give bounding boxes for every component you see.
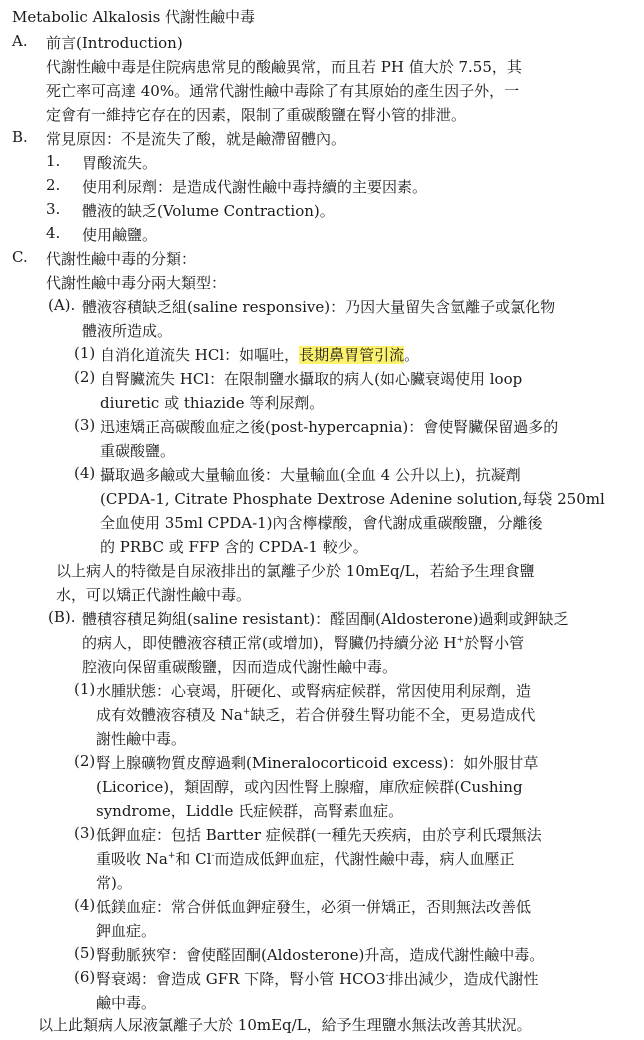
list-item-continuation: syndrome，Liddle 氏症候群，高腎素血症。 (96, 802, 404, 820)
list-item-number: (2) (74, 752, 96, 770)
list-item-number: (3) (74, 416, 96, 434)
text-span: 缺乏，若合併發生腎功能不全，更易造成代 (250, 706, 536, 724)
text-span: 重吸收 Na (96, 850, 168, 868)
highlighted-text: 長期鼻胃管引流 (299, 346, 405, 364)
list-item: 體液的缺乏(Volume Contraction)。 (82, 202, 335, 220)
list-item-continuation: 重碳酸鹽。 (100, 442, 176, 460)
list-item-continuation: diuretic 或 thiazide 等利尿劑。 (100, 394, 325, 412)
subsection-a-heading: 體液容積缺乏組(saline responsive)：乃因大量留失含氫離子或氯化物 (82, 298, 556, 316)
text-span: 自消化道流失 HCl：如嘔吐， (100, 346, 300, 364)
section-a-line: 代謝性鹼中毒是住院病患常見的酸鹼異常，而且若 PH 值大於 7.55，其 (46, 58, 522, 76)
list-item-number: 3. (46, 200, 61, 218)
list-item (100, 344, 419, 365)
list-item-number: (1) (74, 680, 96, 698)
list-item: 低鎂血症：常合併低血鉀症發生，必須一併矯正，否則無法改善低 (96, 898, 532, 916)
list-item-continuation: (Licorice)，類固醇，或內因性腎上腺瘤，庫欣症候群(Cushing (96, 778, 523, 796)
list-item-continuation: 常)。 (96, 874, 132, 892)
section-a-heading: 前言(Introduction) (46, 34, 183, 52)
subsection-b-heading: 體積容積足夠組(saline resistant)：醛固酮(Aldosterone)過剩或鉀缺乏 (82, 610, 569, 628)
list-item-number: (5) (74, 944, 96, 962)
list-item: 低鉀血症：包括 Bartter 症候群(一種先天疾病，由於亨利氏環無法 (96, 826, 542, 844)
superscript: + (242, 707, 251, 717)
subsection-a-heading: 體液所造成。 (82, 322, 173, 340)
superscript: + (456, 635, 465, 645)
section-c-letter: C. (12, 248, 28, 266)
list-item-number: (2) (74, 368, 96, 386)
list-item-number: (3) (74, 824, 96, 842)
list-item-continuation: 鹼中毒。 (96, 994, 157, 1012)
summary-text: 以上病人的特徵是自尿液排出的氯離子少於 10mEq/L，若給予生理食鹽 (56, 562, 535, 580)
list-item-continuation (96, 704, 535, 725)
list-item: 使用鹼鹽。 (82, 226, 158, 244)
text-span: 腎衰竭：會造成 GFR 下降，腎小管 HCO3 (96, 970, 386, 988)
list-item-continuation: (CPDA-1, Citrate Phosphate Dextrose Adenine solution,每袋 250ml (100, 490, 605, 508)
superscript: - (385, 971, 389, 981)
list-item: 腎動脈狹窄：會使醛固酮(Aldosterone)升高，造成代謝性鹼中毒。 (96, 946, 545, 964)
section-b-heading: 常見原因：不是流失了酸，就是鹼滯留體內。 (46, 130, 347, 148)
summary-text: 水，可以矯正代謝性鹼中毒。 (56, 586, 252, 604)
list-item: 胃酸流失。 (82, 154, 158, 172)
text-span: 於腎小管 (464, 634, 525, 652)
list-item: 自腎臟流失 HCl：在限制鹽水攝取的病人(如心臟衰竭使用 loop (100, 370, 523, 388)
list-item-continuation (96, 848, 515, 869)
section-a-line: 死亡率可高達 40%。通常代謝性鹼中毒除了有其原始的產生因子外，一 (46, 82, 520, 100)
list-item-number: 2. (46, 176, 61, 194)
text-span: 而造成低鉀血症，代謝性鹼中毒，病人血壓正 (214, 850, 515, 868)
list-item-number: 4. (46, 224, 61, 242)
list-item-continuation: 的 PRBC 或 FFP 含的 CPDA-1 較少。 (100, 538, 368, 556)
section-c-heading: 代謝性鹼中毒的分類： (46, 250, 197, 268)
page-title: Metabolic Alkalosis 代謝性鹼中毒 (12, 8, 256, 26)
section-a-line: 定會有一維持它存在的因素，限制了重碳酸鹽在腎小管的排泄。 (46, 106, 467, 124)
list-item-number: 1. (46, 152, 61, 170)
list-item: 攝取過多鹼或大量輸血後：大量輸血(全血 4 公升以上)，抗凝劑 (100, 466, 521, 484)
superscript: + (167, 851, 176, 861)
list-item-number: (1) (74, 344, 96, 362)
list-item-number: (4) (74, 464, 96, 482)
text-span: 。 (404, 346, 420, 364)
subsection-b-tag: (B). (48, 608, 76, 626)
list-item: 迅速矯正高碳酸血症之後(post-hypercapnia)：會使腎臟保留過多的 (100, 418, 559, 436)
list-item: 水腫狀態：心衰竭，肝硬化、或腎病症候群，常因使用利尿劑，造 (96, 682, 532, 700)
list-item-number: (4) (74, 896, 96, 914)
text-span: 和 Cl (175, 850, 212, 868)
text-span: 成有效體液容積及 Na (96, 706, 243, 724)
list-item-continuation: 鉀血症。 (96, 922, 157, 940)
list-item-continuation: 謝性鹼中毒。 (96, 730, 187, 748)
subsection-b-heading: 腔液向保留重碳酸鹽，因而造成代謝性鹼中毒。 (82, 658, 398, 676)
summary-text: 以上此類病人尿液氯離子大於 10mEq/L，給予生理鹽水無法改善其狀況。 (38, 1016, 532, 1034)
text-span: 的病人，即使體液容積正常(或增加)，腎臟仍持續分泌 H (82, 634, 457, 652)
list-item (96, 968, 538, 989)
section-a-letter: A. (12, 32, 28, 50)
subsection-a-tag: (A). (48, 296, 76, 314)
list-item-continuation: 全血使用 35ml CPDA-1)內含檸檬酸，會代謝成重碳酸鹽，分離後 (100, 514, 543, 532)
section-c-intro: 代謝性鹼中毒分兩大類型： (46, 274, 227, 292)
list-item: 腎上腺礦物質皮醇過剩(Mineralocorticoid excess)：如外服甘草 (96, 754, 539, 772)
list-item: 使用利尿劑：是造成代謝性鹼中毒持續的主要因素。 (82, 178, 428, 196)
subsection-b-heading (82, 632, 524, 653)
text-span: 排出減少，造成代謝性 (388, 970, 539, 988)
superscript: - (211, 851, 215, 861)
section-b-letter: B. (12, 128, 28, 146)
list-item-number: (6) (74, 968, 96, 986)
